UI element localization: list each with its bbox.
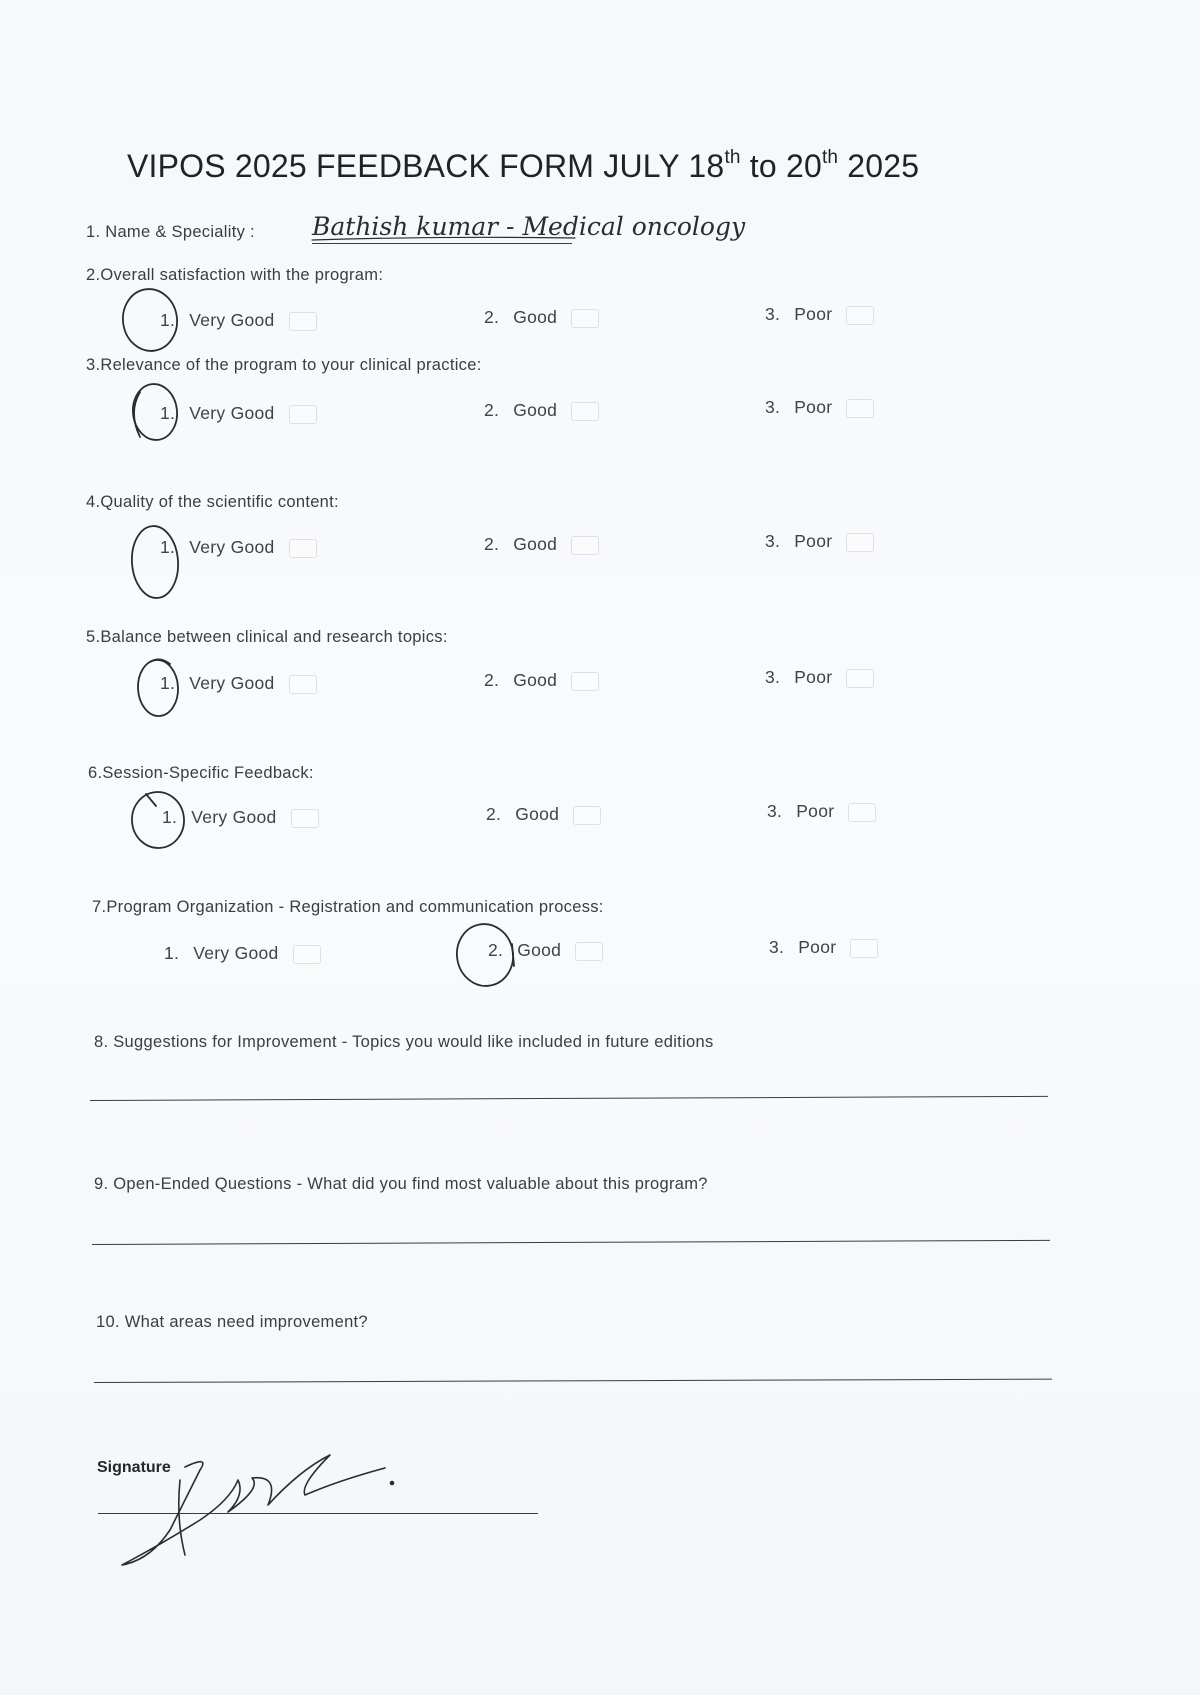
q5-selection-hook (150, 659, 170, 664)
q5-opt1-label: Very Good (189, 673, 275, 693)
q10-answer-line[interactable] (94, 1379, 1052, 1383)
q5-option-very-good[interactable] (160, 673, 317, 694)
q4-label: 4.Quality of the scientific content: (86, 493, 339, 511)
q4-opt3-checkbox[interactable] (846, 533, 874, 552)
q3-opt1-checkbox[interactable] (289, 405, 317, 424)
q2-option-very-good[interactable] (160, 310, 317, 331)
q6-opt1-checkbox[interactable] (291, 809, 319, 828)
q3-opt1-label: Very Good (189, 403, 275, 423)
q7-opt3-label: Poor (798, 937, 837, 957)
q5-option-good[interactable] (484, 670, 599, 691)
q3-label: 3.Relevance of the program to your clinical practice: (86, 356, 482, 374)
q4-option-very-good[interactable] (160, 537, 317, 558)
q4-opt3-num: 3. (765, 531, 781, 551)
q1-handwritten-answer[interactable]: Bathish kumar - Medical oncology (312, 212, 746, 241)
q2-opt2-label: Good (513, 307, 558, 327)
q4-opt1-label: Very Good (189, 537, 275, 557)
q5-opt3-checkbox[interactable] (846, 669, 874, 688)
q7-opt2-label: Good (517, 940, 562, 960)
q6-opt2-num: 2. (486, 804, 502, 824)
q4-opt3-label: Poor (794, 531, 833, 551)
q7-option-good[interactable] (488, 940, 603, 961)
q8-answer-line[interactable] (90, 1096, 1048, 1101)
title-sup-1: th (724, 147, 741, 168)
q2-option-good[interactable] (484, 307, 599, 328)
signature-label: Signature (97, 1459, 171, 1476)
q8-label: 8. Suggestions for Improvement - Topics you would like included in future editions (94, 1033, 714, 1051)
q5-opt3-label: Poor (794, 667, 833, 687)
q7-option-very-good[interactable] (164, 943, 321, 964)
q6-opt2-checkbox[interactable] (573, 806, 601, 825)
q2-opt3-label: Poor (794, 304, 833, 324)
q6-opt2-label: Good (515, 804, 560, 824)
q3-option-very-good[interactable] (160, 403, 317, 424)
q5-opt2-num: 2. (484, 670, 500, 690)
q7-opt1-label: Very Good (193, 943, 279, 963)
q4-opt1-num: 1. (160, 537, 176, 557)
q6-opt3-num: 3. (767, 801, 783, 821)
title-mid: to 20 (740, 148, 822, 184)
q6-label: 6.Session-Specific Feedback: (88, 764, 314, 782)
q1-label: 1. Name & Speciality : (86, 223, 255, 241)
q6-selection-hook (146, 794, 156, 806)
q1-answer-line (312, 243, 572, 244)
q5-label: 5.Balance between clinical and research topics: (86, 628, 448, 646)
q6-opt3-checkbox[interactable] (848, 803, 876, 822)
q5-opt3-num: 3. (765, 667, 781, 687)
q7-opt2-checkbox[interactable] (575, 942, 603, 961)
q3-opt3-num: 3. (765, 397, 781, 417)
q3-opt3-checkbox[interactable] (846, 399, 874, 418)
q2-option-poor[interactable] (765, 304, 874, 325)
q9-answer-line[interactable] (92, 1240, 1050, 1245)
q4-opt1-checkbox[interactable] (289, 539, 317, 558)
title-main: VIPOS 2025 FEEDBACK FORM JULY 18 (127, 148, 725, 184)
q5-opt2-checkbox[interactable] (571, 672, 599, 691)
q5-opt2-label: Good (513, 670, 558, 690)
q2-label: 2.Overall satisfaction with the program: (86, 266, 384, 284)
q3-opt2-label: Good (513, 400, 558, 420)
q6-option-poor[interactable] (767, 801, 876, 822)
q3-opt1-num: 1. (160, 403, 176, 423)
q7-opt2-num: 2. (488, 940, 504, 960)
q2-opt3-checkbox[interactable] (846, 306, 874, 325)
q3-selection-circle-extra (134, 392, 140, 437)
q5-option-poor[interactable] (765, 667, 874, 688)
q4-opt2-num: 2. (484, 534, 500, 554)
q2-opt3-num: 3. (765, 304, 781, 324)
q3-opt2-num: 2. (484, 400, 500, 420)
q2-opt2-checkbox[interactable] (571, 309, 599, 328)
q3-option-good[interactable] (484, 400, 599, 421)
q2-opt1-label: Very Good (189, 310, 275, 330)
q3-option-poor[interactable] (765, 397, 874, 418)
title-end: 2025 (838, 148, 920, 184)
q2-opt2-num: 2. (484, 307, 500, 327)
q10-label: 10. What areas need improvement? (96, 1313, 368, 1331)
q4-option-good[interactable] (484, 534, 599, 555)
q7-option-poor[interactable] (769, 937, 878, 958)
q7-opt3-checkbox[interactable] (850, 939, 878, 958)
q6-option-good[interactable] (486, 804, 601, 825)
q2-opt1-num: 1. (160, 310, 176, 330)
q6-option-very-good[interactable] (162, 807, 319, 828)
q4-option-poor[interactable] (765, 531, 874, 552)
q4-opt2-label: Good (513, 534, 558, 554)
q7-label: 7.Program Organization - Registration and communication process: (92, 898, 604, 916)
signature-line[interactable] (98, 1513, 538, 1514)
q6-opt1-num: 1. (162, 807, 178, 827)
q5-opt1-num: 1. (160, 673, 176, 693)
q9-label: 9. Open-Ended Questions - What did you find most valuable about this program? (94, 1175, 708, 1193)
signature-dot (391, 1482, 394, 1485)
title-sup-2: th (821, 147, 839, 168)
q4-selection-circle (130, 524, 181, 599)
q7-opt1-checkbox[interactable] (293, 945, 321, 964)
q7-opt3-num: 3. (769, 937, 785, 957)
form-title (127, 148, 919, 185)
q5-opt1-checkbox[interactable] (289, 675, 317, 694)
q6-opt1-label: Very Good (191, 807, 277, 827)
q3-opt3-label: Poor (794, 397, 833, 417)
q3-opt2-checkbox[interactable] (571, 402, 599, 421)
q7-opt1-num: 1. (164, 943, 180, 963)
q4-opt2-checkbox[interactable] (571, 536, 599, 555)
q2-opt1-checkbox[interactable] (289, 312, 317, 331)
signature-scrawl-loop (179, 1480, 185, 1555)
q6-opt3-label: Poor (796, 801, 835, 821)
